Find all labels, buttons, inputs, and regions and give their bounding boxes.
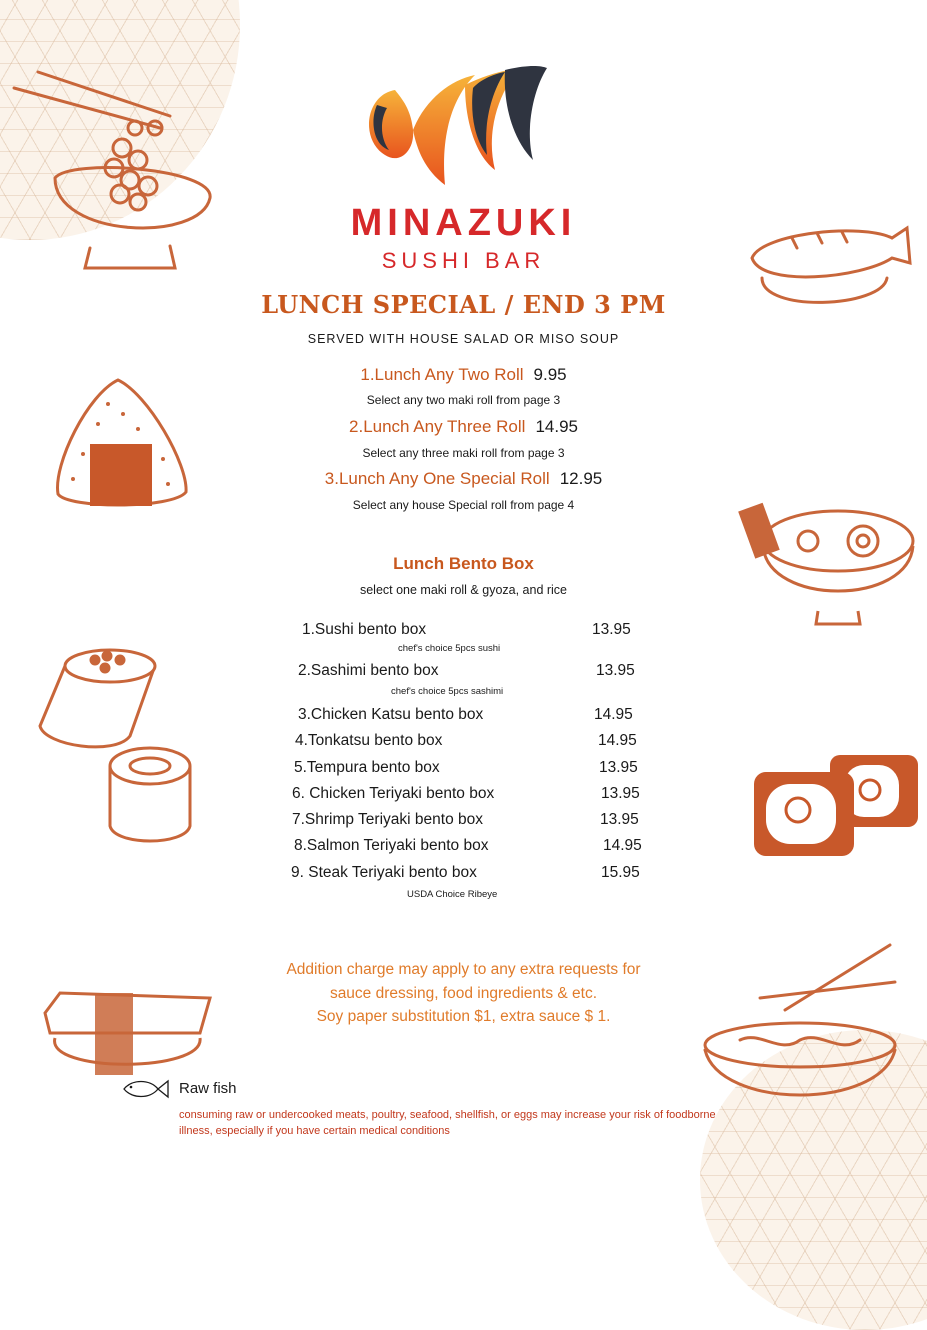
bento-item-price: 13.95 [600, 811, 639, 828]
bento-subtitle: select one maki roll & gyoza, and rice [359, 583, 568, 597]
bento-item-price: 13.95 [596, 662, 635, 679]
bento-item-name: 1.Sushi bento box [302, 621, 427, 638]
bento-item-price: 13.95 [599, 759, 638, 776]
bento-item-price: 15.95 [601, 864, 640, 881]
bento-item-name: 7.Shrimp Teriyaki bento box [292, 811, 483, 828]
special-item-desc: Select any house Special roll from page 4 [352, 498, 575, 512]
raw-fish-label: Raw fish [179, 1080, 237, 1097]
bento-item-price: 13.95 [592, 621, 631, 638]
special-item-price: 12.95 [559, 469, 603, 488]
special-item-desc: Select any three maki roll from page 3 [362, 446, 565, 460]
noodle-bowl-icon [690, 940, 905, 1110]
bento-title: Lunch Bento Box [393, 554, 534, 573]
fish-icon [118, 1076, 170, 1102]
bento-item-price: 14.95 [598, 732, 637, 749]
bento-item-name: 2.Sashimi bento box [298, 662, 439, 679]
special-item-desc: Select any two maki roll from page 3 [366, 393, 561, 407]
consumer-advisory: consuming raw or undercooked meats, poultry, seafood, shellfish, or eggs may increase your risk of foodborne illness, especially if you have certain medical conditions [179, 1109, 716, 1137]
bento-item-name: 9. Steak Teriyaki bento box [291, 864, 477, 881]
bento-item-name: 6. Chicken Teriyaki bento box [292, 785, 495, 802]
shrimp-nigiri-icon [742, 218, 914, 318]
notice-line: Soy paper substitution $1, extra sauce $ 1. [316, 1008, 611, 1025]
gunkan-roe-icon [35, 646, 195, 846]
special-item-name: 3.Lunch Any One Special Roll [324, 469, 550, 488]
minazuki-logo [355, 60, 555, 190]
bento-item-note: chef's choice 5pcs sushi [398, 643, 501, 654]
bento-item-note: chef's choice 5pcs sashimi [391, 686, 504, 697]
bento-item-name: 8.Salmon Teriyaki bento box [294, 837, 489, 854]
maki-roll-icon [110, 748, 190, 841]
bento-item-price: 13.95 [601, 785, 640, 802]
tamago-nigiri-icon [40, 988, 215, 1078]
brand-subtitle: SUSHI BAR [381, 248, 546, 273]
sushi-rolls-icon [752, 750, 922, 860]
bento-item-name: 5.Tempura bento box [294, 759, 440, 776]
rice-bowl-chopsticks-icon [10, 68, 220, 278]
bento-item-note: USDA Choice Ribeye [407, 889, 498, 900]
served-with-note: SERVED WITH HOUSE SALAD OR MISO SOUP [307, 332, 620, 346]
special-item-name: 2.Lunch Any Three Roll [349, 417, 526, 436]
bento-item-price: 14.95 [603, 837, 642, 854]
notice-line: Addition charge may apply to any extra requests for [286, 961, 641, 978]
ramen-bowl-icon [738, 496, 918, 631]
bento-item-name: 3.Chicken Katsu bento box [298, 706, 484, 723]
bento-item-price: 14.95 [594, 706, 633, 723]
lunch-special-title: LUNCH SPECIAL / END 3 PM [261, 290, 666, 319]
special-item-price: 9.95 [533, 365, 567, 384]
notice-line: sauce dressing, food ingredients & etc. [329, 984, 598, 1002]
special-item-price: 14.95 [535, 417, 578, 436]
special-item-name: 1.Lunch Any Two Roll [360, 365, 524, 384]
onigiri-icon [48, 374, 193, 514]
bento-item-name: 4.Tonkatsu bento box [295, 732, 443, 749]
brand-name: MINAZUKI [350, 202, 577, 244]
